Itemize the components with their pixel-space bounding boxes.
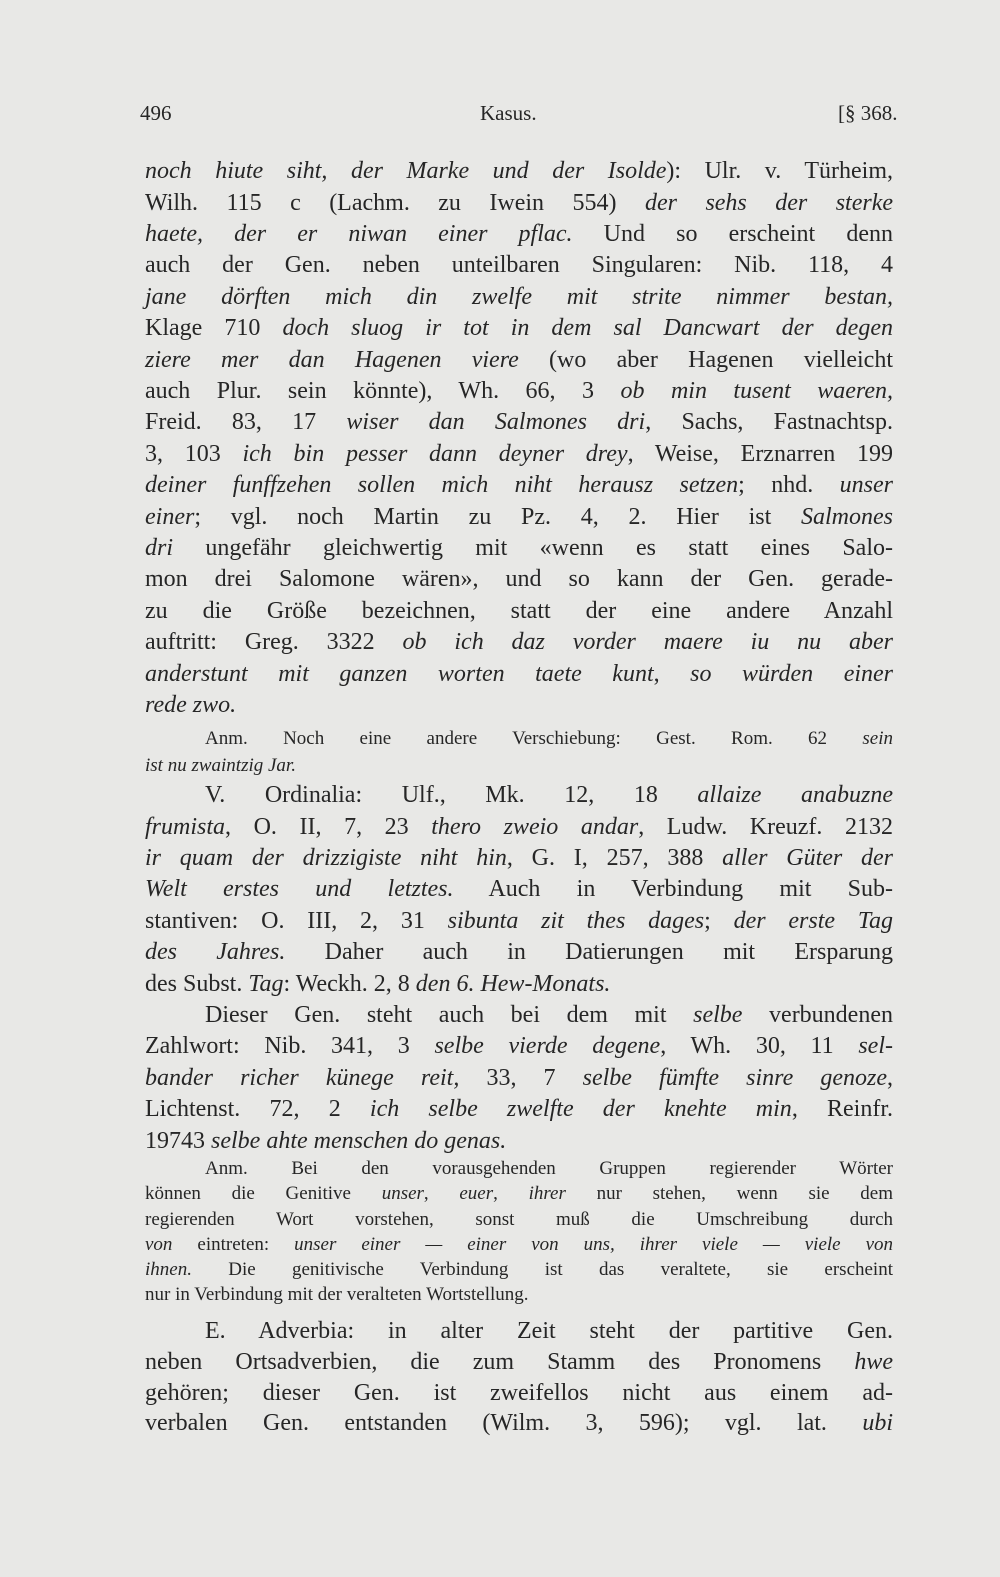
italic-quote: selbe bbox=[693, 1001, 743, 1028]
italic-quote: ist nu zwaintzig Jar. bbox=[145, 755, 296, 777]
text-line bbox=[145, 566, 893, 593]
italic-quote: Salmones bbox=[801, 503, 893, 530]
text-line bbox=[145, 315, 893, 342]
italic-quote: einer bbox=[145, 503, 195, 530]
text-line bbox=[145, 1096, 893, 1123]
text-run: ; bbox=[704, 907, 734, 934]
italic-quote: sibunta zit thes dages bbox=[447, 907, 705, 934]
italic-quote: selbe fümfte sinre genoze bbox=[582, 1064, 887, 1091]
text-run: , Weise, Erznarren 199 bbox=[627, 440, 893, 467]
text-line bbox=[145, 409, 893, 436]
italic-quote: noch hiute siht, der Marke und der Isolde bbox=[145, 158, 667, 185]
text-run: , bbox=[887, 1064, 893, 1091]
italic-quote: selbe vierde degene bbox=[434, 1033, 661, 1060]
italic-quote: doch sluog ir tot in dem sal Dancwart der degen bbox=[282, 315, 893, 342]
text-line bbox=[145, 1183, 893, 1205]
text-run: : Weckh. 2, 8 bbox=[283, 970, 416, 997]
text-run: zu die Größe bezeichnen, statt der eine andere Anzahl bbox=[145, 597, 893, 624]
italic-quote: unser bbox=[381, 1183, 424, 1205]
text-line bbox=[145, 1209, 893, 1231]
italic-quote: sein bbox=[862, 728, 893, 750]
text-run: gehören; dieser Gen. ist zweifellos nicht aus einem ad- bbox=[145, 1379, 893, 1406]
text-run: 33, 7 bbox=[459, 1064, 583, 1091]
text-line bbox=[145, 190, 893, 217]
text-run: , Ludw. Kreuzf. 2132 bbox=[638, 813, 894, 840]
text-run: mon drei Salomone wären», und so kann der Gen. gerade- bbox=[145, 566, 893, 593]
text-line bbox=[145, 1284, 893, 1306]
text-line bbox=[145, 504, 893, 531]
italic-quote: dri bbox=[145, 534, 174, 561]
italic-quote: selbe ahte menschen do genas. bbox=[211, 1127, 507, 1154]
italic-quote: des Jahres. bbox=[145, 939, 286, 966]
text-run: auftritt: Greg. 3322 bbox=[145, 629, 403, 656]
italic-quote: euer bbox=[459, 1183, 494, 1205]
text-line bbox=[205, 1318, 893, 1345]
italic-quote: ihnen. bbox=[145, 1259, 192, 1281]
text-run: Auch in Verbindung mit Sub- bbox=[453, 876, 893, 903]
text-line bbox=[205, 782, 893, 809]
text-run: nur stehen, wenn sie dem bbox=[565, 1183, 893, 1205]
italic-quote: ich bin pesser dann deyner drey bbox=[242, 440, 628, 467]
text-run: Zahlwort: Nib. 341, 3 bbox=[145, 1033, 435, 1060]
italic-quote: unser bbox=[839, 472, 893, 499]
italic-quote: aller Güter der bbox=[722, 844, 893, 871]
text-run: , bbox=[653, 660, 691, 687]
text-run: verbundenen bbox=[742, 1001, 893, 1028]
text-run: regierenden Wort vorstehen, sonst muß die Umschreibung durch bbox=[145, 1208, 893, 1230]
text-run: verbalen Gen. entstanden (Wilm. 3, 596); vgl. lat. bbox=[145, 1410, 863, 1437]
text-line bbox=[145, 284, 893, 311]
text-run: , G. I, 257, 388 bbox=[506, 844, 723, 871]
text-line bbox=[145, 1128, 893, 1155]
italic-quote: thero zweio andar bbox=[431, 813, 639, 840]
italic-quote: anderstunt mit ganzen worten taete kunt bbox=[145, 660, 654, 687]
text-run: Die genitivische Verbindung ist das veraltete, sie erscheint bbox=[191, 1259, 893, 1281]
text-line bbox=[145, 845, 893, 872]
italic-quote: Welt erstes und letztes. bbox=[145, 876, 454, 903]
text-line bbox=[145, 661, 893, 688]
text-line bbox=[205, 1158, 893, 1180]
text-run: V. Ordinalia: Ulf., Mk. 12, 18 bbox=[205, 782, 698, 809]
text-run: , O. II, 7, 23 bbox=[225, 813, 432, 840]
text-line bbox=[145, 221, 893, 248]
italic-quote: unser einer — einer von uns, ihrer viele — viele von bbox=[294, 1233, 893, 1255]
text-run: , Reinfr. bbox=[791, 1096, 893, 1123]
text-run: stantiven: O. III, 2, 31 bbox=[145, 907, 448, 934]
italic-quote: jane dörften mich din zwelfe mit strite nimmer bestan, bbox=[145, 283, 893, 310]
italic-quote: frumista bbox=[145, 813, 226, 840]
text-run: , bbox=[423, 1183, 460, 1205]
italic-quote: ziere mer dan Hagenen viere bbox=[145, 346, 519, 373]
italic-quote: ob ich daz vorder maere iu nu aber bbox=[402, 629, 894, 656]
text-line bbox=[145, 598, 893, 625]
text-run: Freid. 83, 17 bbox=[145, 409, 347, 436]
italic-quote: ich selbe zwelfte der knehte min bbox=[369, 1096, 792, 1123]
text-run: Anm. Bei den vorausgehenden Gruppen regierender Wörter bbox=[205, 1158, 893, 1180]
text-run: 3, 103 bbox=[145, 440, 243, 467]
text-line bbox=[145, 535, 893, 562]
text-run: Anm. Noch eine andere Verschiebung: Gest. Rom. 62 bbox=[205, 728, 863, 750]
italic-quote: der erste Tag bbox=[733, 907, 893, 934]
text-run: des Subst. bbox=[145, 970, 249, 997]
text-run: Klage 710 bbox=[145, 315, 283, 342]
text-line bbox=[145, 939, 893, 966]
text-line bbox=[145, 876, 893, 903]
italic-quote: von bbox=[145, 1233, 173, 1255]
text-run: (wo aber Hagenen vielleicht bbox=[518, 346, 893, 373]
italic-quote: rede zwo. bbox=[145, 691, 237, 718]
running-title: Kasus. bbox=[480, 101, 537, 125]
text-run: Daher auch in Datierungen mit Ersparung bbox=[285, 939, 894, 966]
italic-quote: den 6. Hew-Monats. bbox=[415, 970, 611, 997]
text-line bbox=[145, 814, 893, 841]
italic-quote: wiser dan Salmones dri bbox=[346, 409, 646, 436]
text-run: E. Adverbia: in alter Zeit steht der partitive Gen. bbox=[205, 1318, 893, 1345]
text-line bbox=[145, 1380, 893, 1407]
text-line bbox=[145, 1410, 893, 1437]
text-run: nur in Verbindung mit der veralteten Wortstellung. bbox=[145, 1284, 529, 1306]
text-line bbox=[145, 472, 893, 499]
text-line bbox=[205, 728, 893, 750]
italic-quote: deiner funffzehen sollen mich niht herausz setzen bbox=[145, 472, 739, 499]
text-line bbox=[145, 692, 893, 719]
text-run: 19743 bbox=[145, 1127, 211, 1154]
text-run: auch Plur. sein könnte), Wh. 66, 3 bbox=[145, 377, 621, 404]
text-run: neben Ortsadverbien, die zum Stamm des Pronomens bbox=[145, 1348, 855, 1375]
text-run: ungefähr gleichwertig mit «wenn es statt eines Salo- bbox=[173, 534, 893, 561]
text-line bbox=[145, 1349, 893, 1376]
text-run: ): Ulr. v. Türheim, bbox=[666, 158, 893, 185]
text-run: können die Genitive bbox=[145, 1183, 382, 1205]
italic-quote: ubi bbox=[862, 1410, 893, 1437]
text-run: eintreten: bbox=[172, 1233, 295, 1255]
italic-quote: ir quam der drizzigiste niht hin bbox=[145, 844, 507, 871]
text-run: ; vgl. noch Martin zu Pz. 4, 2. Hier ist bbox=[194, 503, 801, 530]
text-line bbox=[145, 378, 893, 405]
page-number: 496 bbox=[140, 101, 172, 125]
italic-quote: Tag bbox=[248, 970, 284, 997]
text-line bbox=[145, 971, 893, 998]
text-line bbox=[145, 1065, 893, 1092]
section-number: [§ 368. bbox=[838, 101, 898, 125]
italic-quote: der sehs der sterke bbox=[644, 189, 894, 216]
text-run: , Sachs, Fastnachtsp. bbox=[645, 409, 893, 436]
text-line bbox=[145, 1033, 893, 1060]
italic-quote: allaize anabuzne bbox=[697, 782, 893, 809]
text-run: Und so erscheint denn bbox=[572, 220, 894, 247]
text-run: Wilh. 115 c (Lachm. zu Iwein 554) bbox=[145, 189, 645, 216]
text-run: ; nhd. bbox=[738, 472, 840, 499]
text-line bbox=[145, 1234, 893, 1256]
text-line bbox=[145, 1259, 893, 1281]
text-line bbox=[145, 158, 893, 185]
text-run: auch der Gen. neben unteilbaren Singularen: Nib. 118, 4 bbox=[145, 252, 893, 279]
text-line bbox=[145, 908, 893, 935]
text-run: , Wh. 30, 11 bbox=[660, 1033, 859, 1060]
text-line bbox=[145, 441, 893, 468]
italic-quote: ihrer bbox=[528, 1183, 566, 1205]
italic-quote: sel- bbox=[858, 1033, 893, 1060]
italic-quote: bander richer künege reit, bbox=[145, 1064, 460, 1091]
text-line bbox=[145, 347, 893, 374]
italic-quote: so würden einer bbox=[690, 660, 893, 687]
italic-quote: hwe bbox=[854, 1348, 893, 1375]
text-line bbox=[145, 629, 893, 656]
text-run: , bbox=[493, 1183, 529, 1205]
text-line bbox=[145, 252, 893, 279]
text-run: Lichtenst. 72, 2 bbox=[145, 1096, 370, 1123]
italic-quote: ob min tusent waeren, bbox=[620, 377, 893, 404]
text-line bbox=[145, 755, 893, 777]
text-run: Dieser Gen. steht auch bei dem mit bbox=[205, 1001, 694, 1028]
italic-quote: haete, der er niwan einer pflac. bbox=[145, 220, 573, 247]
text-line bbox=[205, 1002, 893, 1029]
